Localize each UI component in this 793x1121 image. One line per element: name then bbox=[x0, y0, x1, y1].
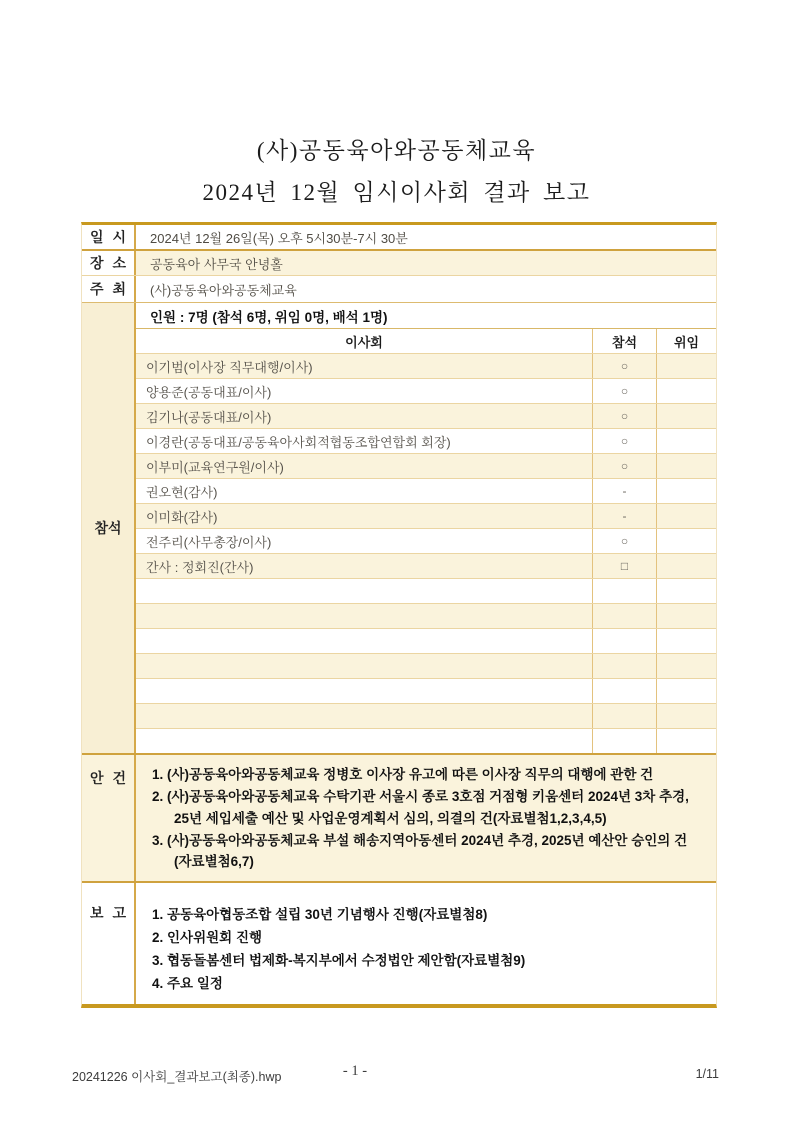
attend-mark-cell: ○ bbox=[592, 354, 656, 378]
attend-mark-cell bbox=[592, 679, 656, 703]
attendance-row bbox=[136, 354, 716, 379]
proxy-mark-cell bbox=[656, 504, 716, 528]
attend-mark-cell: ○ bbox=[592, 454, 656, 478]
attendance-row bbox=[136, 454, 716, 479]
attendance-section-label: 참석 bbox=[82, 303, 136, 753]
report-table bbox=[81, 222, 717, 1008]
report-item: 4. 주요 일정 bbox=[152, 976, 223, 992]
proxy-mark-cell bbox=[656, 704, 716, 728]
member-name-cell bbox=[136, 604, 592, 628]
info-value-datetime: 2024년 12월 26일(목) 오후 5시30분-7시 30분 bbox=[150, 230, 408, 246]
attendance-section bbox=[82, 303, 716, 755]
proxy-mark-cell bbox=[656, 554, 716, 578]
attendance-header-attend: 참석 bbox=[592, 329, 656, 353]
proxy-mark-cell bbox=[656, 579, 716, 603]
attend-mark-cell bbox=[592, 579, 656, 603]
info-label-datetime: 일 시 bbox=[82, 225, 136, 249]
proxy-mark-cell bbox=[656, 479, 716, 503]
agenda-item: 3. (사)공동육아와공동체교육 부설 해송지역아동센터 2024년 추경, 2025년 예산안 승인의 건(자료별첨6,7) bbox=[152, 832, 688, 870]
report-section-label: 보 고 bbox=[82, 883, 136, 1004]
attend-mark-cell: ○ bbox=[592, 429, 656, 453]
attend-mark-cell: □ bbox=[592, 554, 656, 578]
attendance-row bbox=[136, 604, 716, 629]
attend-mark-cell bbox=[592, 654, 656, 678]
attend-mark-cell bbox=[592, 704, 656, 728]
attendance-rows bbox=[136, 354, 716, 753]
proxy-mark-cell bbox=[656, 654, 716, 678]
member-name-cell bbox=[136, 654, 592, 678]
member-name-cell: 이기범(이사장 직무대행/이사) bbox=[146, 359, 313, 375]
footer-filename: 20241226 이사회_결과보고(최종).hwp bbox=[72, 1070, 282, 1084]
document-title-org: (사)공동육아와공동체교육 bbox=[256, 138, 537, 163]
attendance-row bbox=[136, 504, 716, 529]
attend-mark-cell: - bbox=[592, 479, 656, 503]
attend-mark-cell: ○ bbox=[592, 379, 656, 403]
proxy-mark-cell bbox=[656, 679, 716, 703]
attendance-row bbox=[136, 554, 716, 579]
proxy-mark-cell bbox=[656, 404, 716, 428]
attend-mark-cell: ○ bbox=[592, 404, 656, 428]
agenda-item: 2. (사)공동육아와공동체교육 수탁기관 서울시 종로 3호점 거점형 키움센터 2024년 3차 추경, 25년 세입세출 예산 및 사업운영계획서 심의, 의결의 건(자료별첨1,2,3,4,5) bbox=[152, 788, 689, 826]
footer-page-number: - 1 - bbox=[342, 1063, 368, 1079]
proxy-mark-cell bbox=[656, 454, 716, 478]
attend-mark-cell bbox=[592, 629, 656, 653]
info-row-datetime bbox=[82, 225, 716, 251]
attendance-row bbox=[136, 729, 716, 753]
info-value-place: 공동육아 사무국 안녕홀 bbox=[136, 251, 716, 275]
attend-mark-cell: ○ bbox=[592, 529, 656, 553]
info-label-host: 주 최 bbox=[82, 276, 136, 302]
member-name-cell bbox=[136, 579, 592, 603]
agenda-section-label: 안 건 bbox=[82, 755, 136, 881]
report-item: 2. 인사위원회 진행 bbox=[152, 930, 263, 946]
report-list bbox=[136, 883, 716, 1004]
member-name-cell: 권오현(감사) bbox=[146, 484, 218, 500]
attendance-header-board: 이사회 bbox=[345, 334, 383, 350]
member-name-cell bbox=[136, 729, 592, 753]
report-section bbox=[82, 883, 716, 1004]
member-name-cell: 양용준(공동대표/이사) bbox=[146, 384, 272, 400]
proxy-mark-cell bbox=[656, 429, 716, 453]
report-item: 3. 협동돌봄센터 법제화-복지부에서 수정법안 제안함(자료별첨9) bbox=[152, 953, 526, 969]
info-label-place: 장 소 bbox=[82, 251, 136, 275]
document-title-subject: 2024년 12월 임시이사회 결과 보고 bbox=[202, 180, 591, 205]
attendance-row bbox=[136, 429, 716, 454]
attendance-summary: 인원 : 7명 (참석 6명, 위임 0명, 배석 1명) bbox=[136, 303, 716, 329]
agenda-section bbox=[82, 755, 716, 883]
member-name-cell bbox=[136, 629, 592, 653]
attendance-header-row bbox=[136, 329, 716, 354]
member-name-cell: 전주리(사무총장/이사) bbox=[146, 534, 272, 550]
attendance-row bbox=[136, 704, 716, 729]
agenda-list bbox=[136, 755, 716, 881]
member-name-cell bbox=[136, 704, 592, 728]
report-item: 1. 공동육아협동조합 설립 30년 기념행사 진행(자료별첨8) bbox=[152, 907, 488, 923]
member-name-cell: 이경란(공동대표/공동육아사회적협동조합연합회 회장) bbox=[146, 434, 451, 450]
attendance-row bbox=[136, 579, 716, 604]
info-row-host bbox=[82, 276, 716, 303]
attendance-row bbox=[136, 479, 716, 504]
proxy-mark-cell bbox=[656, 729, 716, 753]
proxy-mark-cell bbox=[656, 629, 716, 653]
attendance-row bbox=[136, 629, 716, 654]
proxy-mark-cell bbox=[656, 354, 716, 378]
proxy-mark-cell bbox=[656, 379, 716, 403]
info-value-host: (사)공동육아와공동체교육 bbox=[150, 282, 297, 298]
attend-mark-cell: - bbox=[592, 504, 656, 528]
attend-mark-cell bbox=[592, 604, 656, 628]
attendance-row bbox=[136, 404, 716, 429]
member-name-cell: 간사 : 정회진(간사) bbox=[146, 559, 254, 575]
attendance-row bbox=[136, 654, 716, 679]
member-name-cell: 이미화(감사) bbox=[146, 509, 218, 525]
member-name-cell: 이부미(교육연구원/이사) bbox=[146, 459, 284, 475]
proxy-mark-cell bbox=[656, 529, 716, 553]
attendance-row bbox=[136, 379, 716, 404]
member-name-cell: 김기나(공동대표/이사) bbox=[146, 409, 272, 425]
footer-page-count: 1/11 bbox=[695, 1067, 719, 1081]
attendance-row bbox=[136, 529, 716, 554]
info-row-place bbox=[82, 251, 716, 276]
member-name-cell bbox=[136, 679, 592, 703]
attendance-row bbox=[136, 679, 716, 704]
attend-mark-cell bbox=[592, 729, 656, 753]
agenda-item: 1. (사)공동육아와공동체교육 정병호 이사장 유고에 따른 이사장 직무의 대행에 관한 건 bbox=[152, 767, 654, 782]
attendance-header-proxy: 위임 bbox=[656, 329, 716, 353]
proxy-mark-cell bbox=[656, 604, 716, 628]
attendance-content bbox=[136, 303, 716, 753]
